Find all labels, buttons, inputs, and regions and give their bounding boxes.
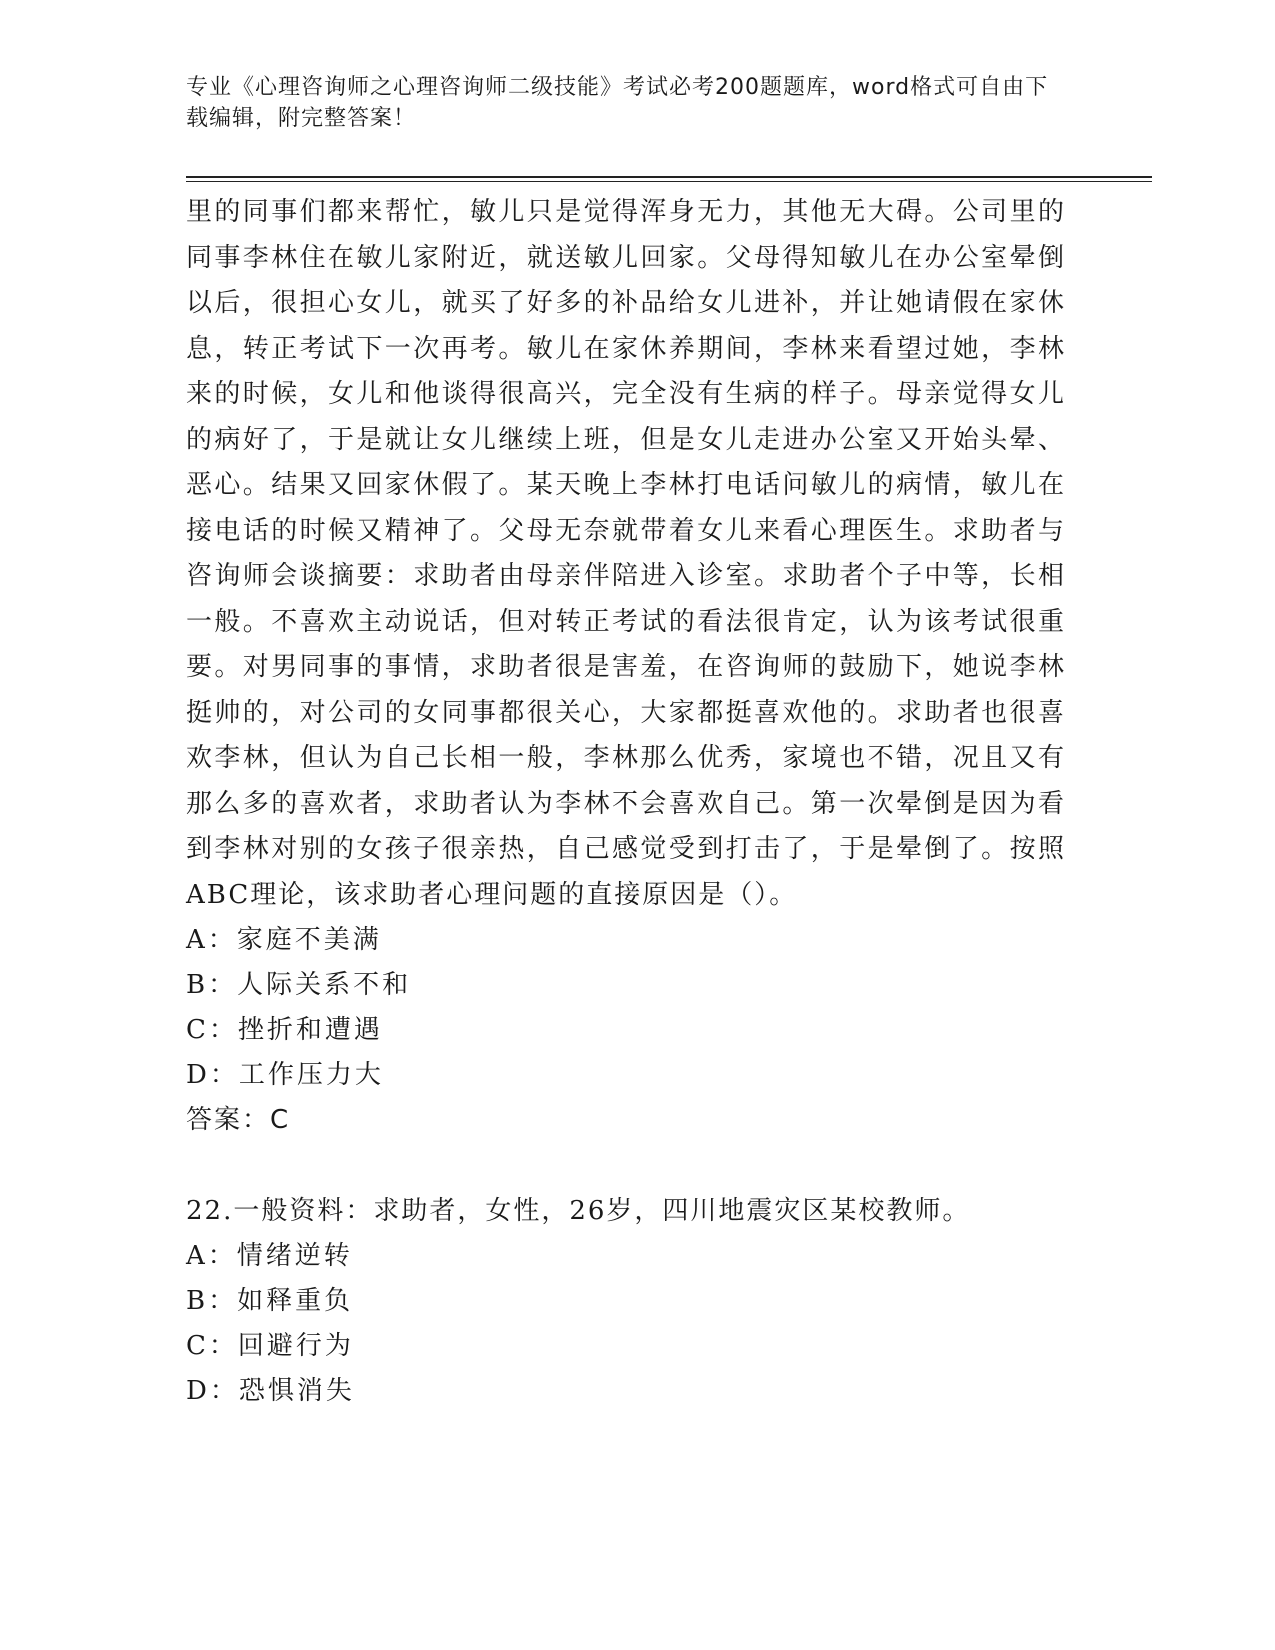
- question-spacer: [186, 1143, 1066, 1189]
- question-22-option-d: D：恐惧消失: [186, 1376, 355, 1406]
- question-21-answer: 答案：C: [186, 1105, 291, 1135]
- question-21-option-b: B：人际关系不和: [186, 970, 412, 1000]
- document-body: [186, 190, 1066, 1414]
- question-22-stem: 22.一般资料：求助者，女性，26岁，四川地震灾区某校教师。: [186, 1196, 971, 1226]
- question-21-option-c: C：挫折和遭遇: [186, 1015, 383, 1045]
- question-21-stem: 里的同事们都来帮忙，敏儿只是觉得浑身无力，其他无大碍。公司里的同事李林住在敏儿家附近，就送敏儿回家。父母得知敏儿在办公室晕倒以后，很担心女儿，就买了好多的补品给女儿进补，并让她请假在家休息，转正考试下一次再考。敏儿在家休养期间，李林来看望过她，李林来的时候，女儿和他谈得很高兴，完全没有生病的样子。母亲觉得女儿的病好了，于是就让女儿继续上班，但是女儿走进办公室又开始头晕、恶心。结果又回家休假了。某天晚上李林打电话问敏儿的病情，敏儿在接电话的时候又精神了。父母无奈就带着女儿来看心理医生。求助者与咨询师会谈摘要：求助者由母亲伴陪进入诊室。求助者个子中等，长相一般。不喜欢主动说话，但对转正考试的看法很肯定，认为该考试很重要。对男同事的事情，求助者很是害羞，在咨询师的鼓励下，她说李林挺帅的，对公司的女同事都很关心，大家都挺喜欢他的。求助者也很喜欢李林，但认为自己长相一般，李林那么优秀，家境也不错，况且又有那么多的喜欢者，求助者认为李林不会喜欢自己。第一次晕倒是因为看到李林对别的女孩子很亲热，自己感觉受到打击了，于是晕倒了。按照ABC理论，该求助者心理问题的直接原因是（）。: [186, 197, 1066, 910]
- question-22-option-c: C：回避行为: [186, 1331, 354, 1361]
- page-header-title: 专业《心理咨询师之心理咨询师二级技能》考试必考200题题库，word格式可自由下载编辑，附完整答案！: [186, 75, 1049, 131]
- question-22-option-a: A：情绪逆转: [186, 1241, 353, 1271]
- header-rule-thin: [186, 181, 1152, 182]
- question-21-option-a: A：家庭不美满: [186, 925, 382, 955]
- question-22-option-b: B：如释重负: [186, 1286, 354, 1316]
- header-rule-thick: [186, 176, 1152, 178]
- question-21-option-d: D：工作压力大: [186, 1060, 384, 1090]
